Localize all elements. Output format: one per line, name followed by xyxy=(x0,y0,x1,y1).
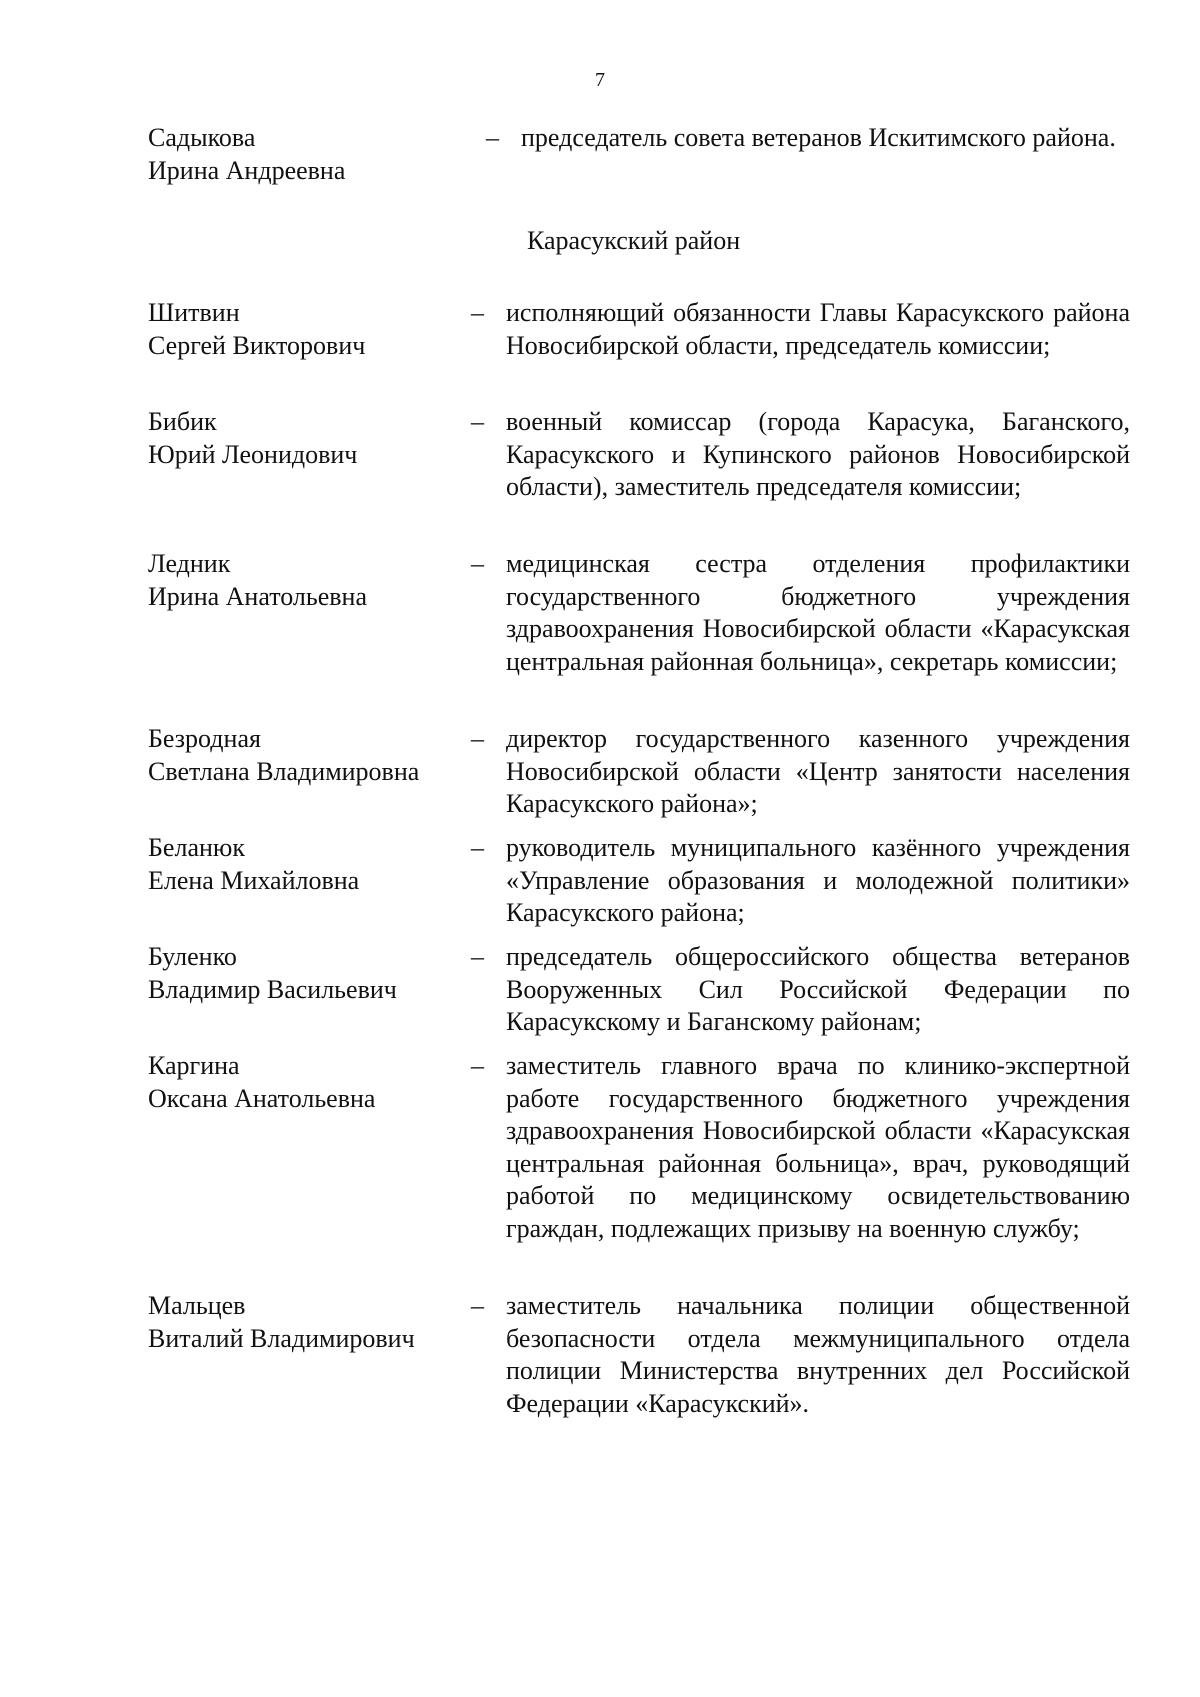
person-name xyxy=(148,406,471,504)
person-surname: Буленко xyxy=(148,942,237,971)
position-description: медицинская сестра отделения профилактики государственного бюджетного учреждения здравоохранения Новосибирской области «Карасукская центральная районная больница», секретарь комиссии; xyxy=(506,549,1130,676)
person-surname: Мальцев xyxy=(148,1291,246,1320)
list-item xyxy=(148,548,1140,678)
person-name xyxy=(148,832,471,930)
position-description: директор государственного казенного учреждения Новосибирской области «Центр занятости населения Карасукского района»; xyxy=(506,724,1130,818)
person-surname: Каргина xyxy=(148,1051,240,1080)
position-description: заместитель главного врача по клинико-экспертной работе государственного бюджетного учреждения здравоохранения Новосибирской области «Карасукская центральная районная больница», врач, руководящий работой по медицинскому освидетельствованию граждан, подлежащих призыву на военную службу; xyxy=(506,1051,1130,1243)
person-name xyxy=(148,723,471,821)
dash-separator: – xyxy=(471,833,484,862)
list-item xyxy=(148,832,1140,930)
person-name xyxy=(148,1290,471,1420)
dash-separator: – xyxy=(471,1291,484,1320)
person-name xyxy=(148,941,471,1039)
person-given-names: Ирина Анатольевна xyxy=(148,581,367,611)
person-name xyxy=(148,122,486,187)
person-name xyxy=(148,297,471,362)
list-item xyxy=(148,122,1140,187)
person-given-names: Елена Михайловна xyxy=(148,865,360,895)
list-item xyxy=(148,1050,1140,1245)
list-item xyxy=(148,406,1140,504)
list-item xyxy=(148,723,1140,821)
dash-separator: – xyxy=(471,942,484,971)
position-description: руководитель муниципального казённого учреждения «Управление образования и молодежной политики» Карасукского района; xyxy=(506,833,1130,927)
person-given-names: Ирина Андреевна xyxy=(148,155,346,185)
dash-separator: – xyxy=(471,298,484,327)
dash-separator: – xyxy=(471,724,484,753)
person-surname: Ледник xyxy=(148,549,231,578)
person-surname: Безродная xyxy=(148,724,261,753)
person-given-names: Виталий Владимирович xyxy=(148,1323,415,1353)
person-given-names: Владимир Васильевич xyxy=(148,974,397,1004)
person-given-names: Светлана Владимировна xyxy=(148,756,420,786)
person-surname: Беланюк xyxy=(148,833,245,862)
person-given-names: Сергей Викторович xyxy=(148,330,366,360)
dash-separator: – xyxy=(471,549,484,578)
person-surname: Шитвин xyxy=(148,298,240,327)
position-description: исполняющий обязанности Главы Карасукского района Новосибирской области, председатель комиссии; xyxy=(506,298,1130,360)
page-number: 7 xyxy=(595,69,605,91)
dash-separator: – xyxy=(486,123,499,152)
position-description: председатель общероссийского общества ветеранов Вооруженных Сил Российской Федерации по Карасукскому и Баганскому районам; xyxy=(506,942,1130,1036)
position-description: заместитель начальника полиции общественной безопасности отдела межмуниципального отдела полиции Министерства внутренних дел Российской Федерации «Карасукский». xyxy=(506,1291,1130,1418)
person-surname: Бибик xyxy=(148,407,217,436)
person-surname: Садыкова xyxy=(148,123,256,152)
list-item xyxy=(148,941,1140,1039)
list-item xyxy=(148,297,1140,362)
section-heading: Карасукский район xyxy=(527,226,741,255)
person-given-names: Юрий Леонидович xyxy=(148,439,358,469)
dash-separator: – xyxy=(471,1051,484,1080)
person-given-names: Оксана Анатольевна xyxy=(148,1083,376,1113)
list-item xyxy=(148,1290,1140,1420)
person-name xyxy=(148,1050,471,1245)
dash-separator: – xyxy=(471,407,484,436)
position-description: председатель совета ветеранов Искитимского района. xyxy=(521,123,1116,152)
position-description: военный комиссар (города Карасука, Баганского, Карасукского и Купинского районов Новосибирской области), заместитель председателя комиссии; xyxy=(506,407,1130,501)
person-name xyxy=(148,548,471,678)
